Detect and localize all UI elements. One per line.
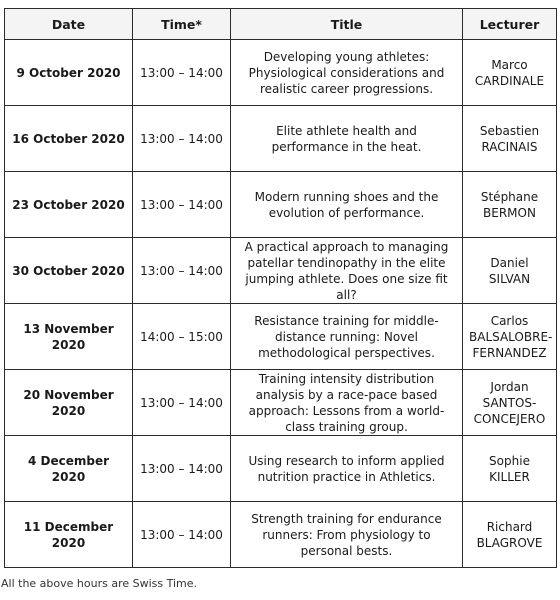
row-title: Elite athlete health and performance in the heat.	[231, 106, 463, 172]
row-title: Developing young athletes: Physiological considerations and realistic career progressions.	[231, 40, 463, 106]
row-time: 13:00 – 14:00	[133, 502, 231, 568]
lecture-schedule-table	[4, 8, 557, 568]
row-date: 16 October 2020	[5, 106, 133, 172]
row-date: 9 October 2020	[5, 40, 133, 106]
table-row	[5, 304, 557, 370]
row-date: 20 November 2020	[5, 370, 133, 436]
row-lecturer: Sebastien RACINAIS	[463, 106, 557, 172]
row-time: 13:00 – 14:00	[133, 172, 231, 238]
row-lecturer: Marco CARDINALE	[463, 40, 557, 106]
row-time: 13:00 – 14:00	[133, 40, 231, 106]
table-row	[5, 436, 557, 502]
row-time: 13:00 – 14:00	[133, 238, 231, 304]
row-title: Using research to inform applied nutrition practice in Athletics.	[231, 436, 463, 502]
row-time: 13:00 – 14:00	[133, 370, 231, 436]
footnote: All the above hours are Swiss Time.	[1, 577, 198, 590]
row-title: Resistance training for middle-distance running: Novel methodological perspectives.	[231, 304, 463, 370]
row-lecturer: Carlos BALSALOBRE-FERNANDEZ	[463, 304, 557, 370]
row-lecturer: Sophie KILLER	[463, 436, 557, 502]
row-lecturer: Daniel SILVAN	[463, 238, 557, 304]
table-row	[5, 40, 557, 106]
row-title: Training intensity distribution analysis by a race-pace based approach: Lessons from a world-class training group.	[231, 370, 463, 436]
table-row	[5, 106, 557, 172]
header-date: Date	[5, 9, 133, 40]
row-lecturer: Richard BLAGROVE	[463, 502, 557, 568]
table-row	[5, 238, 557, 304]
row-title: Modern running shoes and the evolution of performance.	[231, 172, 463, 238]
header-time: Time*	[133, 9, 231, 40]
row-time: 13:00 – 14:00	[133, 106, 231, 172]
row-date: 30 October 2020	[5, 238, 133, 304]
row-date: 23 October 2020	[5, 172, 133, 238]
row-time: 13:00 – 14:00	[133, 436, 231, 502]
row-date: 4 December 2020	[5, 436, 133, 502]
header-lecturer: Lecturer	[463, 9, 557, 40]
header-row	[5, 9, 557, 40]
row-lecturer: Jordan SANTOS-CONCEJERO	[463, 370, 557, 436]
table-row	[5, 172, 557, 238]
table-row	[5, 502, 557, 568]
row-lecturer: Stéphane BERMON	[463, 172, 557, 238]
header-title: Title	[231, 9, 463, 40]
row-date: 13 November 2020	[5, 304, 133, 370]
row-date: 11 December 2020	[5, 502, 133, 568]
row-time: 14:00 – 15:00	[133, 304, 231, 370]
row-title: Strength training for endurance runners: From physiology to personal bests.	[231, 502, 463, 568]
table-row	[5, 370, 557, 436]
row-title: A practical approach to managing patellar tendinopathy in the elite jumping athlete. Does one size fit all?	[231, 238, 463, 304]
